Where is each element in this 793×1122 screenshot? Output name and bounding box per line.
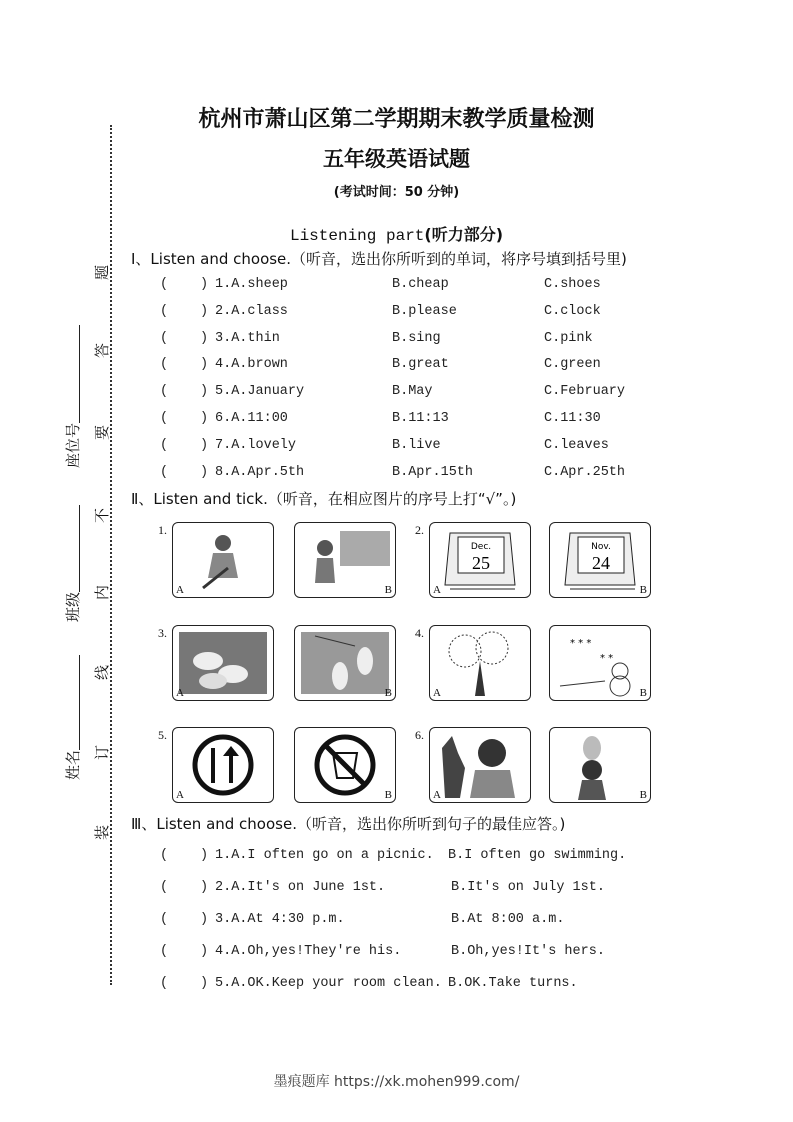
section1-title: Ⅰ、Listen and choose.（听音，选出你所听到的单词，将序号填到括号里)	[131, 250, 627, 268]
response-a: 1.A.I often go on a picnic.	[215, 848, 434, 863]
picture-option-a[interactable]	[429, 625, 531, 701]
paren-open: (	[160, 464, 169, 480]
seal-char: 题	[93, 264, 112, 281]
response-a: 3.A.At 4:30 p.m.	[215, 912, 345, 927]
option-b: B.live	[392, 437, 441, 453]
response-a: 2.A.It's on June 1st.	[215, 880, 386, 895]
seal-char: 装	[93, 824, 112, 841]
picture-illustration	[295, 728, 395, 802]
option-c: C.pink	[544, 330, 593, 346]
paren-open: (	[160, 357, 169, 373]
picture-illustration	[173, 728, 273, 802]
paren-open: (	[160, 437, 169, 453]
field-label: 班级	[64, 591, 82, 622]
picture-illustration	[430, 728, 530, 802]
paren-open: (	[160, 303, 169, 319]
field-label: 座位号	[64, 422, 82, 468]
picture-number: 5.	[158, 728, 167, 742]
footer-watermark: 墨痕题库 https://xk.mohen999.com/	[273, 1074, 520, 1090]
picture-illustration	[430, 626, 530, 700]
option-b: B.please	[392, 303, 457, 319]
seal-char: 内	[93, 584, 112, 601]
picture-option-a[interactable]	[429, 727, 531, 803]
picture-label: A	[176, 789, 184, 801]
picture-illustration	[295, 523, 395, 597]
paren-close: )	[200, 357, 209, 373]
response-b: B.At 8:00 a.m.	[451, 912, 565, 927]
part-heading-cn: (听力部分)	[424, 225, 504, 244]
exam-subtitle: 五年级英语试题	[323, 147, 470, 171]
paren-close: )	[200, 277, 209, 292]
response-a: 5.A.OK.Keep your room clean.	[215, 976, 442, 991]
option-a: 2.A.class	[215, 303, 288, 319]
picture-illustration	[173, 626, 273, 700]
part-heading-en: Listening part	[289, 227, 425, 245]
paren-open: (	[160, 277, 169, 292]
picture-option-a[interactable]	[429, 522, 531, 598]
section3-title: Ⅲ、Listen and choose.（听音，选出你所听到句子的最佳应答。)	[131, 815, 566, 833]
picture-illustration	[295, 626, 395, 700]
picture-option-a[interactable]	[172, 625, 274, 701]
paren-open: (	[160, 944, 169, 959]
field-label: 姓名	[64, 749, 82, 780]
picture-option-b[interactable]	[294, 727, 396, 803]
option-c: C.leaves	[544, 437, 609, 453]
option-b: B.11:13	[392, 411, 449, 426]
option-a: 4.A.brown	[215, 357, 288, 373]
paren-close: )	[200, 437, 209, 453]
response-b: B.It's on July 1st.	[451, 880, 605, 895]
picture-label: A	[433, 687, 441, 699]
seal-char: 答	[93, 342, 112, 359]
svg-text:* * *: * * *	[570, 638, 592, 649]
option-a: 5.A.January	[215, 384, 305, 400]
seal-char: 订	[93, 744, 112, 761]
picture-label: B	[384, 687, 392, 699]
picture-label: A	[433, 584, 441, 596]
seal-char: 不	[93, 507, 112, 524]
picture-label: B	[639, 789, 647, 801]
picture-illustration	[550, 626, 650, 700]
picture-number: 4.	[415, 626, 424, 640]
paren-close: )	[200, 384, 209, 400]
picture-label: A	[176, 584, 184, 596]
picture-option-b[interactable]	[549, 625, 651, 701]
paren-close: )	[200, 464, 209, 480]
picture-illustration	[550, 523, 650, 597]
seal-char: 要	[93, 424, 112, 441]
paren-open: (	[160, 330, 169, 346]
paren-open: (	[160, 912, 169, 927]
paren-close: )	[200, 880, 209, 895]
option-c: C.Apr.25th	[544, 464, 626, 480]
picture-option-b[interactable]	[549, 522, 651, 598]
paren-open: (	[160, 411, 169, 426]
option-c: C.11:30	[544, 411, 601, 426]
paren-close: )	[200, 330, 209, 346]
picture-option-b[interactable]	[294, 522, 396, 598]
paren-close: )	[200, 848, 209, 863]
binding-dotted-line	[110, 125, 112, 985]
option-a: 6.A.11:00	[215, 411, 288, 426]
option-a: 8.A.Apr.5th	[215, 464, 305, 480]
option-c: C.clock	[544, 303, 601, 319]
option-a: 1.A.sheep	[215, 277, 288, 292]
paren-close: )	[200, 303, 209, 319]
section2-title: Ⅱ、Listen and tick.（听音，在相应图片的序号上打“√”。)	[131, 490, 517, 508]
picture-label: B	[384, 789, 392, 801]
picture-option-a[interactable]	[172, 522, 274, 598]
paren-open: (	[160, 880, 169, 895]
option-b: B.cheap	[392, 277, 449, 292]
response-a: 4.A.Oh,yes!They're his.	[215, 944, 402, 959]
picture-illustration	[430, 523, 530, 597]
picture-illustration	[550, 728, 650, 802]
calendar-day: 24	[592, 553, 610, 573]
exam-time: (考试时间：50 分钟)	[333, 185, 460, 200]
picture-label: A	[176, 687, 184, 699]
svg-text:* *: * *	[600, 653, 614, 664]
paren-close: )	[200, 912, 209, 927]
option-b: B.May	[392, 384, 433, 400]
picture-label: A	[433, 789, 441, 801]
picture-number: 3.	[158, 626, 167, 640]
field-underline[interactable]	[79, 655, 80, 750]
picture-number: 6.	[415, 728, 424, 742]
field-underline[interactable]	[79, 325, 80, 423]
paren-close: )	[200, 944, 209, 959]
picture-option-b[interactable]	[549, 727, 651, 803]
response-b: B.I often go swimming.	[448, 848, 627, 863]
picture-label: B	[384, 584, 392, 596]
option-b: B.great	[392, 357, 449, 373]
paren-close: )	[200, 411, 209, 426]
picture-label: B	[639, 584, 647, 596]
option-b: B.Apr.15th	[392, 464, 474, 480]
paren-close: )	[200, 976, 209, 991]
response-b: B.Oh,yes!It's hers.	[451, 944, 605, 959]
picture-number: 1.	[158, 523, 167, 537]
seal-char: 线	[93, 664, 112, 681]
option-b: B.sing	[392, 330, 441, 346]
option-c: C.green	[544, 357, 601, 373]
part-heading	[0, 222, 793, 245]
paren-open: (	[160, 384, 169, 400]
option-c: C.shoes	[544, 277, 601, 292]
picture-option-b[interactable]	[294, 625, 396, 701]
picture-label: B	[639, 687, 647, 699]
field-underline[interactable]	[79, 505, 80, 592]
option-a: 3.A.thin	[215, 330, 280, 346]
option-c: C.February	[544, 384, 626, 400]
exam-title: 杭州市萧山区第二学期期末教学质量检测	[198, 107, 595, 132]
calendar-day: 25	[472, 553, 490, 573]
paren-open: (	[160, 976, 169, 991]
picture-number: 2.	[415, 523, 424, 537]
picture-illustration	[173, 523, 273, 597]
picture-option-a[interactable]	[172, 727, 274, 803]
response-b: B.OK.Take turns.	[448, 976, 578, 991]
calendar-month: Nov.	[591, 542, 611, 552]
calendar-month: Dec.	[470, 542, 492, 552]
paren-open: (	[160, 848, 169, 863]
option-a: 7.A.lovely	[215, 437, 297, 453]
